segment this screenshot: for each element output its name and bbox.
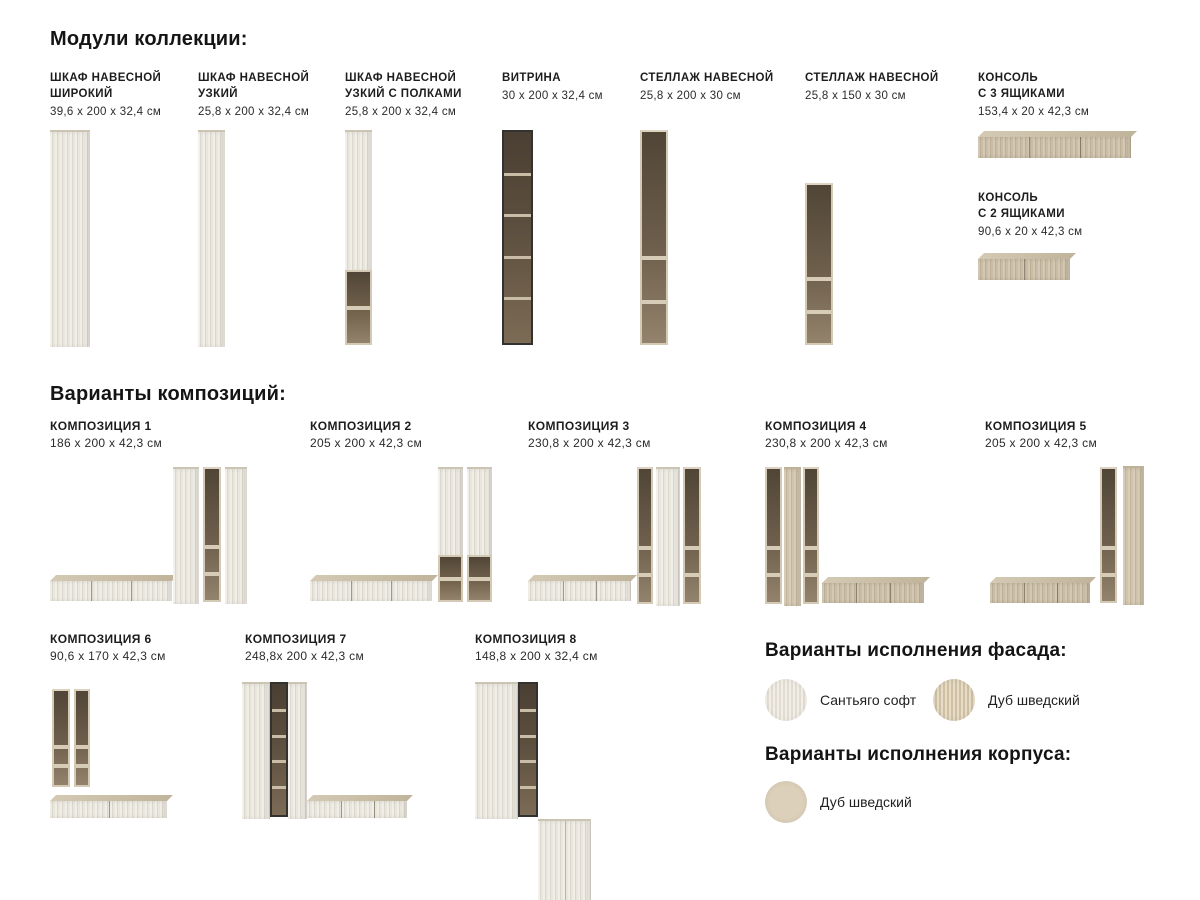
module-dimensions: 25,8 x 200 x 32,4 см xyxy=(345,106,457,118)
modules-section-title: Модули коллекции: xyxy=(50,28,248,50)
shelf-unit-graphic xyxy=(52,689,70,787)
cabinet-graphic xyxy=(475,682,518,819)
module-label-vitrina xyxy=(502,70,603,104)
cabinet-shelves-graphic xyxy=(467,467,492,602)
drawer-divider xyxy=(1057,583,1058,603)
cabinet-graphic xyxy=(242,682,270,819)
shelf-unit-graphic xyxy=(637,467,653,604)
console-graphic xyxy=(50,575,172,601)
composition-name: КОМПОЗИЦИЯ 5 xyxy=(985,419,1087,433)
module-name: ШКАФ НАВЕСНОЙ xyxy=(198,72,310,84)
module-name: С 3 ЯЩИКАМИ xyxy=(978,88,1065,100)
module-name: ВИТРИНА xyxy=(502,72,561,84)
cabinet-door-graphic xyxy=(345,130,372,272)
drawer-divider xyxy=(341,801,342,818)
module-dimensions: 39,6 x 200 x 32,4 см xyxy=(50,106,162,118)
cabinet-graphic xyxy=(656,467,680,606)
module-dimensions: 25,8 x 150 x 30 см xyxy=(805,90,906,102)
module-label-narrow-cabinet xyxy=(198,70,309,120)
narrow-cabinet-shelves-graphic xyxy=(345,130,372,345)
console-graphic xyxy=(822,577,924,603)
composition-dimensions: 205 x 200 x 42,3 см xyxy=(310,436,423,450)
module-label-wall-shelf-150 xyxy=(805,70,939,104)
drawer-divider xyxy=(856,583,857,603)
drawer-divider xyxy=(131,581,132,601)
module-name: ШКАФ НАВЕСНОЙ xyxy=(345,72,457,84)
facade-swatch-oak-swedish xyxy=(933,679,975,721)
drawer-divider xyxy=(391,581,392,601)
module-dimensions: 153,4 x 20 x 42,3 см xyxy=(978,106,1090,118)
console-front xyxy=(50,581,172,601)
compositions-section-title: Варианты композиций: xyxy=(50,383,287,405)
composition-2-label xyxy=(310,418,422,452)
console-front xyxy=(978,137,1131,158)
composition-dimensions: 90,6 x 170 x 42,3 см xyxy=(50,649,166,663)
facade-swatch-label: Сантьяго софт xyxy=(820,692,917,708)
cabinet-graphic xyxy=(538,819,591,900)
module-dimensions: 25,8 x 200 x 32,4 см xyxy=(198,106,310,118)
console-2-drawers-graphic xyxy=(978,253,1070,280)
console-front xyxy=(528,581,631,601)
module-name: ШКАФ НАВЕСНОЙ xyxy=(50,72,162,84)
shelf-unit-graphic xyxy=(765,467,782,604)
shelf-unit-graphic xyxy=(74,689,90,787)
wall-shelf-200-graphic xyxy=(640,130,668,345)
composition-name: КОМПОЗИЦИЯ 6 xyxy=(50,632,152,646)
composition-dimensions: 230,8 x 200 x 42,3 см xyxy=(765,436,888,450)
cabinet-graphic xyxy=(784,467,801,606)
composition-4-label xyxy=(765,418,888,452)
wide-cabinet-graphic xyxy=(50,130,90,347)
console-front xyxy=(50,801,167,818)
module-name: СТЕЛЛАЖ НАВЕСНОЙ xyxy=(640,72,774,84)
body-swatch-label: Дуб шведский xyxy=(820,794,912,810)
module-name: КОНСОЛЬ xyxy=(978,72,1039,84)
facade-swatch-santiago-soft xyxy=(765,679,807,721)
composition-5-label xyxy=(985,418,1097,452)
drawer-divider xyxy=(91,581,92,601)
facade-swatch-label: Дуб шведский xyxy=(988,692,1080,708)
module-label-console-3 xyxy=(978,70,1089,120)
shelf-unit-graphic xyxy=(683,467,701,604)
drawer-divider xyxy=(1029,137,1030,158)
console-front xyxy=(978,259,1070,280)
open-shelves-graphic xyxy=(438,555,463,602)
drawer-divider xyxy=(374,801,375,818)
module-name: УЗКИЙ С ПОЛКАМИ xyxy=(345,88,462,100)
module-name: ШИРОКИЙ xyxy=(50,88,113,100)
cabinet-shelves-graphic xyxy=(438,467,463,602)
module-dimensions: 90,6 x 20 x 42,3 см xyxy=(978,226,1083,238)
shelf-unit-graphic xyxy=(803,467,819,604)
cabinet-graphic xyxy=(288,682,307,819)
module-label-console-2 xyxy=(978,190,1082,240)
composition-3-label xyxy=(528,418,651,452)
drawer-divider xyxy=(890,583,891,603)
cabinet-door-graphic xyxy=(438,467,463,557)
composition-6-label xyxy=(50,631,166,665)
composition-1-label xyxy=(50,418,162,452)
body-finishes-title: Варианты исполнения корпуса: xyxy=(765,744,1072,765)
composition-dimensions: 205 x 200 x 42,3 см xyxy=(985,436,1098,450)
cabinet-graphic xyxy=(1123,466,1144,605)
console-graphic xyxy=(50,795,167,818)
composition-name: КОМПОЗИЦИЯ 7 xyxy=(245,632,347,646)
drawer-divider xyxy=(351,581,352,601)
drawer-divider xyxy=(596,581,597,601)
vitrina-graphic xyxy=(270,682,288,817)
body-swatch-oak-swedish xyxy=(765,781,807,823)
narrow-cabinet-graphic xyxy=(198,130,225,347)
composition-name: КОМПОЗИЦИЯ 1 xyxy=(50,419,152,433)
drawer-divider xyxy=(563,581,564,601)
module-name: КОНСОЛЬ xyxy=(978,192,1039,204)
console-front xyxy=(307,801,407,818)
composition-name: КОМПОЗИЦИЯ 3 xyxy=(528,419,630,433)
composition-dimensions: 230,8 x 200 x 42,3 см xyxy=(528,436,651,450)
shelf-unit-graphic xyxy=(1100,467,1117,603)
vitrina-graphic xyxy=(502,130,533,345)
console-graphic xyxy=(310,575,432,601)
module-label-wide-cabinet xyxy=(50,70,161,120)
composition-name: КОМПОЗИЦИЯ 8 xyxy=(475,632,577,646)
module-name: С 2 ЯЩИКАМИ xyxy=(978,208,1065,220)
composition-dimensions: 248,8x 200 x 42,3 см xyxy=(245,649,364,663)
composition-8-label xyxy=(475,631,598,665)
drawer-divider xyxy=(1024,583,1025,603)
open-shelves-graphic xyxy=(345,270,372,345)
console-graphic xyxy=(990,577,1090,603)
composition-name: КОМПОЗИЦИЯ 2 xyxy=(310,419,412,433)
console-3-drawers-graphic xyxy=(978,131,1131,158)
composition-dimensions: 148,8 x 200 x 32,4 см xyxy=(475,649,598,663)
drawer-divider xyxy=(1080,137,1081,158)
cabinet-graphic xyxy=(225,467,247,604)
facade-finishes-title: Варианты исполнения фасада: xyxy=(765,640,1067,661)
composition-dimensions: 186 x 200 x 42,3 см xyxy=(50,436,163,450)
console-front xyxy=(822,583,924,603)
drawer-divider xyxy=(109,801,110,818)
composition-name: КОМПОЗИЦИЯ 4 xyxy=(765,419,867,433)
vitrina-graphic xyxy=(518,682,538,817)
cabinet-graphic xyxy=(173,467,199,604)
console-front xyxy=(990,583,1090,603)
console-graphic xyxy=(528,575,631,601)
module-label-wall-shelf-200 xyxy=(640,70,774,104)
wall-shelf-150-graphic xyxy=(805,183,833,345)
module-dimensions: 25,8 x 200 x 30 см xyxy=(640,90,741,102)
composition-7-label xyxy=(245,631,364,665)
open-shelves-graphic xyxy=(467,555,492,602)
cabinet-door-graphic xyxy=(467,467,492,557)
console-front xyxy=(310,581,432,601)
console-graphic xyxy=(307,795,407,818)
shelf-unit-graphic xyxy=(203,467,221,602)
module-name: СТЕЛЛАЖ НАВЕСНОЙ xyxy=(805,72,939,84)
module-dimensions: 30 x 200 x 32,4 см xyxy=(502,90,603,102)
module-name: УЗКИЙ xyxy=(198,88,238,100)
drawer-divider xyxy=(1024,259,1025,280)
module-label-narrow-cabinet-shelves xyxy=(345,70,462,120)
